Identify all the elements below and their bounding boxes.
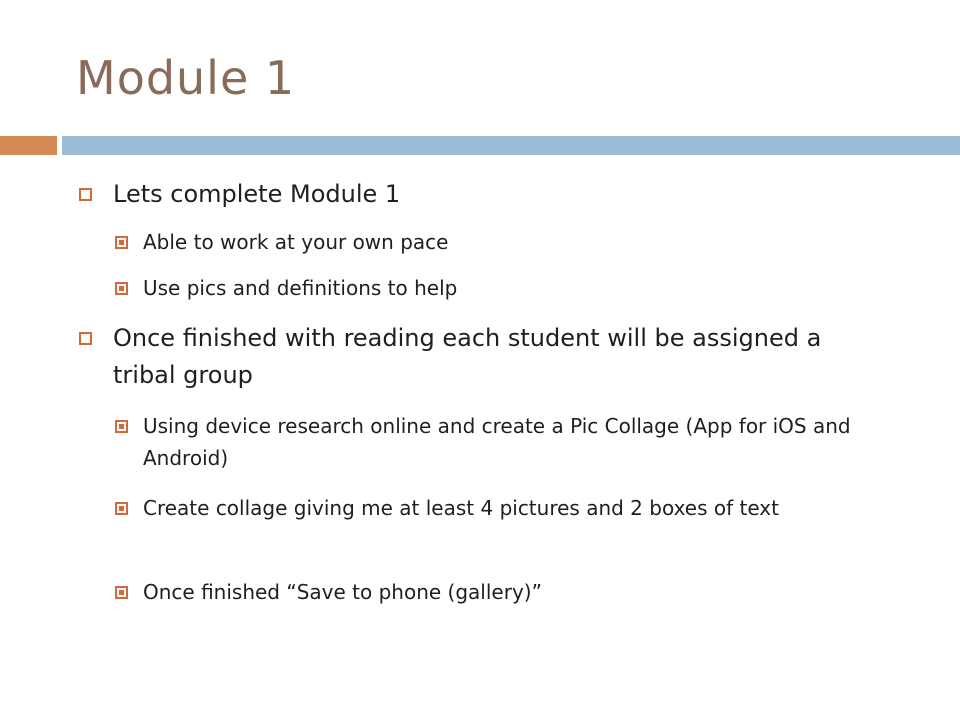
sub-bullet-text: Use pics and definitions to help (143, 276, 458, 300)
bullet-item (113, 176, 853, 213)
filled-square-bullet-icon (115, 502, 128, 515)
filled-square-bullet-icon (115, 236, 128, 249)
square-bullet-icon (79, 332, 92, 345)
sub-bullet-item (143, 492, 903, 524)
bullet-text: Lets complete Module 1 (113, 180, 401, 208)
sub-bullet-text: Using device research online and create a Pic Collage (App for iOS and Android) (143, 414, 851, 470)
sub-bullet-text: Once finished “Save to phone (gallery)” (143, 580, 542, 604)
filled-square-bullet-icon (115, 420, 128, 433)
bullet-text: Once finished with reading each student will be assigned a tribal group (113, 324, 822, 389)
sub-bullet-item (143, 410, 903, 474)
filled-square-bullet-icon (115, 586, 128, 599)
sub-bullet-item (143, 226, 903, 258)
sub-bullet-text: Able to work at your own pace (143, 230, 449, 254)
sub-bullet-text: Create collage giving me at least 4 pictures and 2 boxes of text (143, 496, 779, 520)
square-bullet-icon (79, 188, 92, 201)
sub-bullet-item (143, 272, 903, 304)
filled-square-bullet-icon (115, 282, 128, 295)
slide-title: Module 1 (76, 51, 296, 105)
bullet-item (113, 320, 853, 394)
sub-bullet-item (143, 576, 903, 608)
